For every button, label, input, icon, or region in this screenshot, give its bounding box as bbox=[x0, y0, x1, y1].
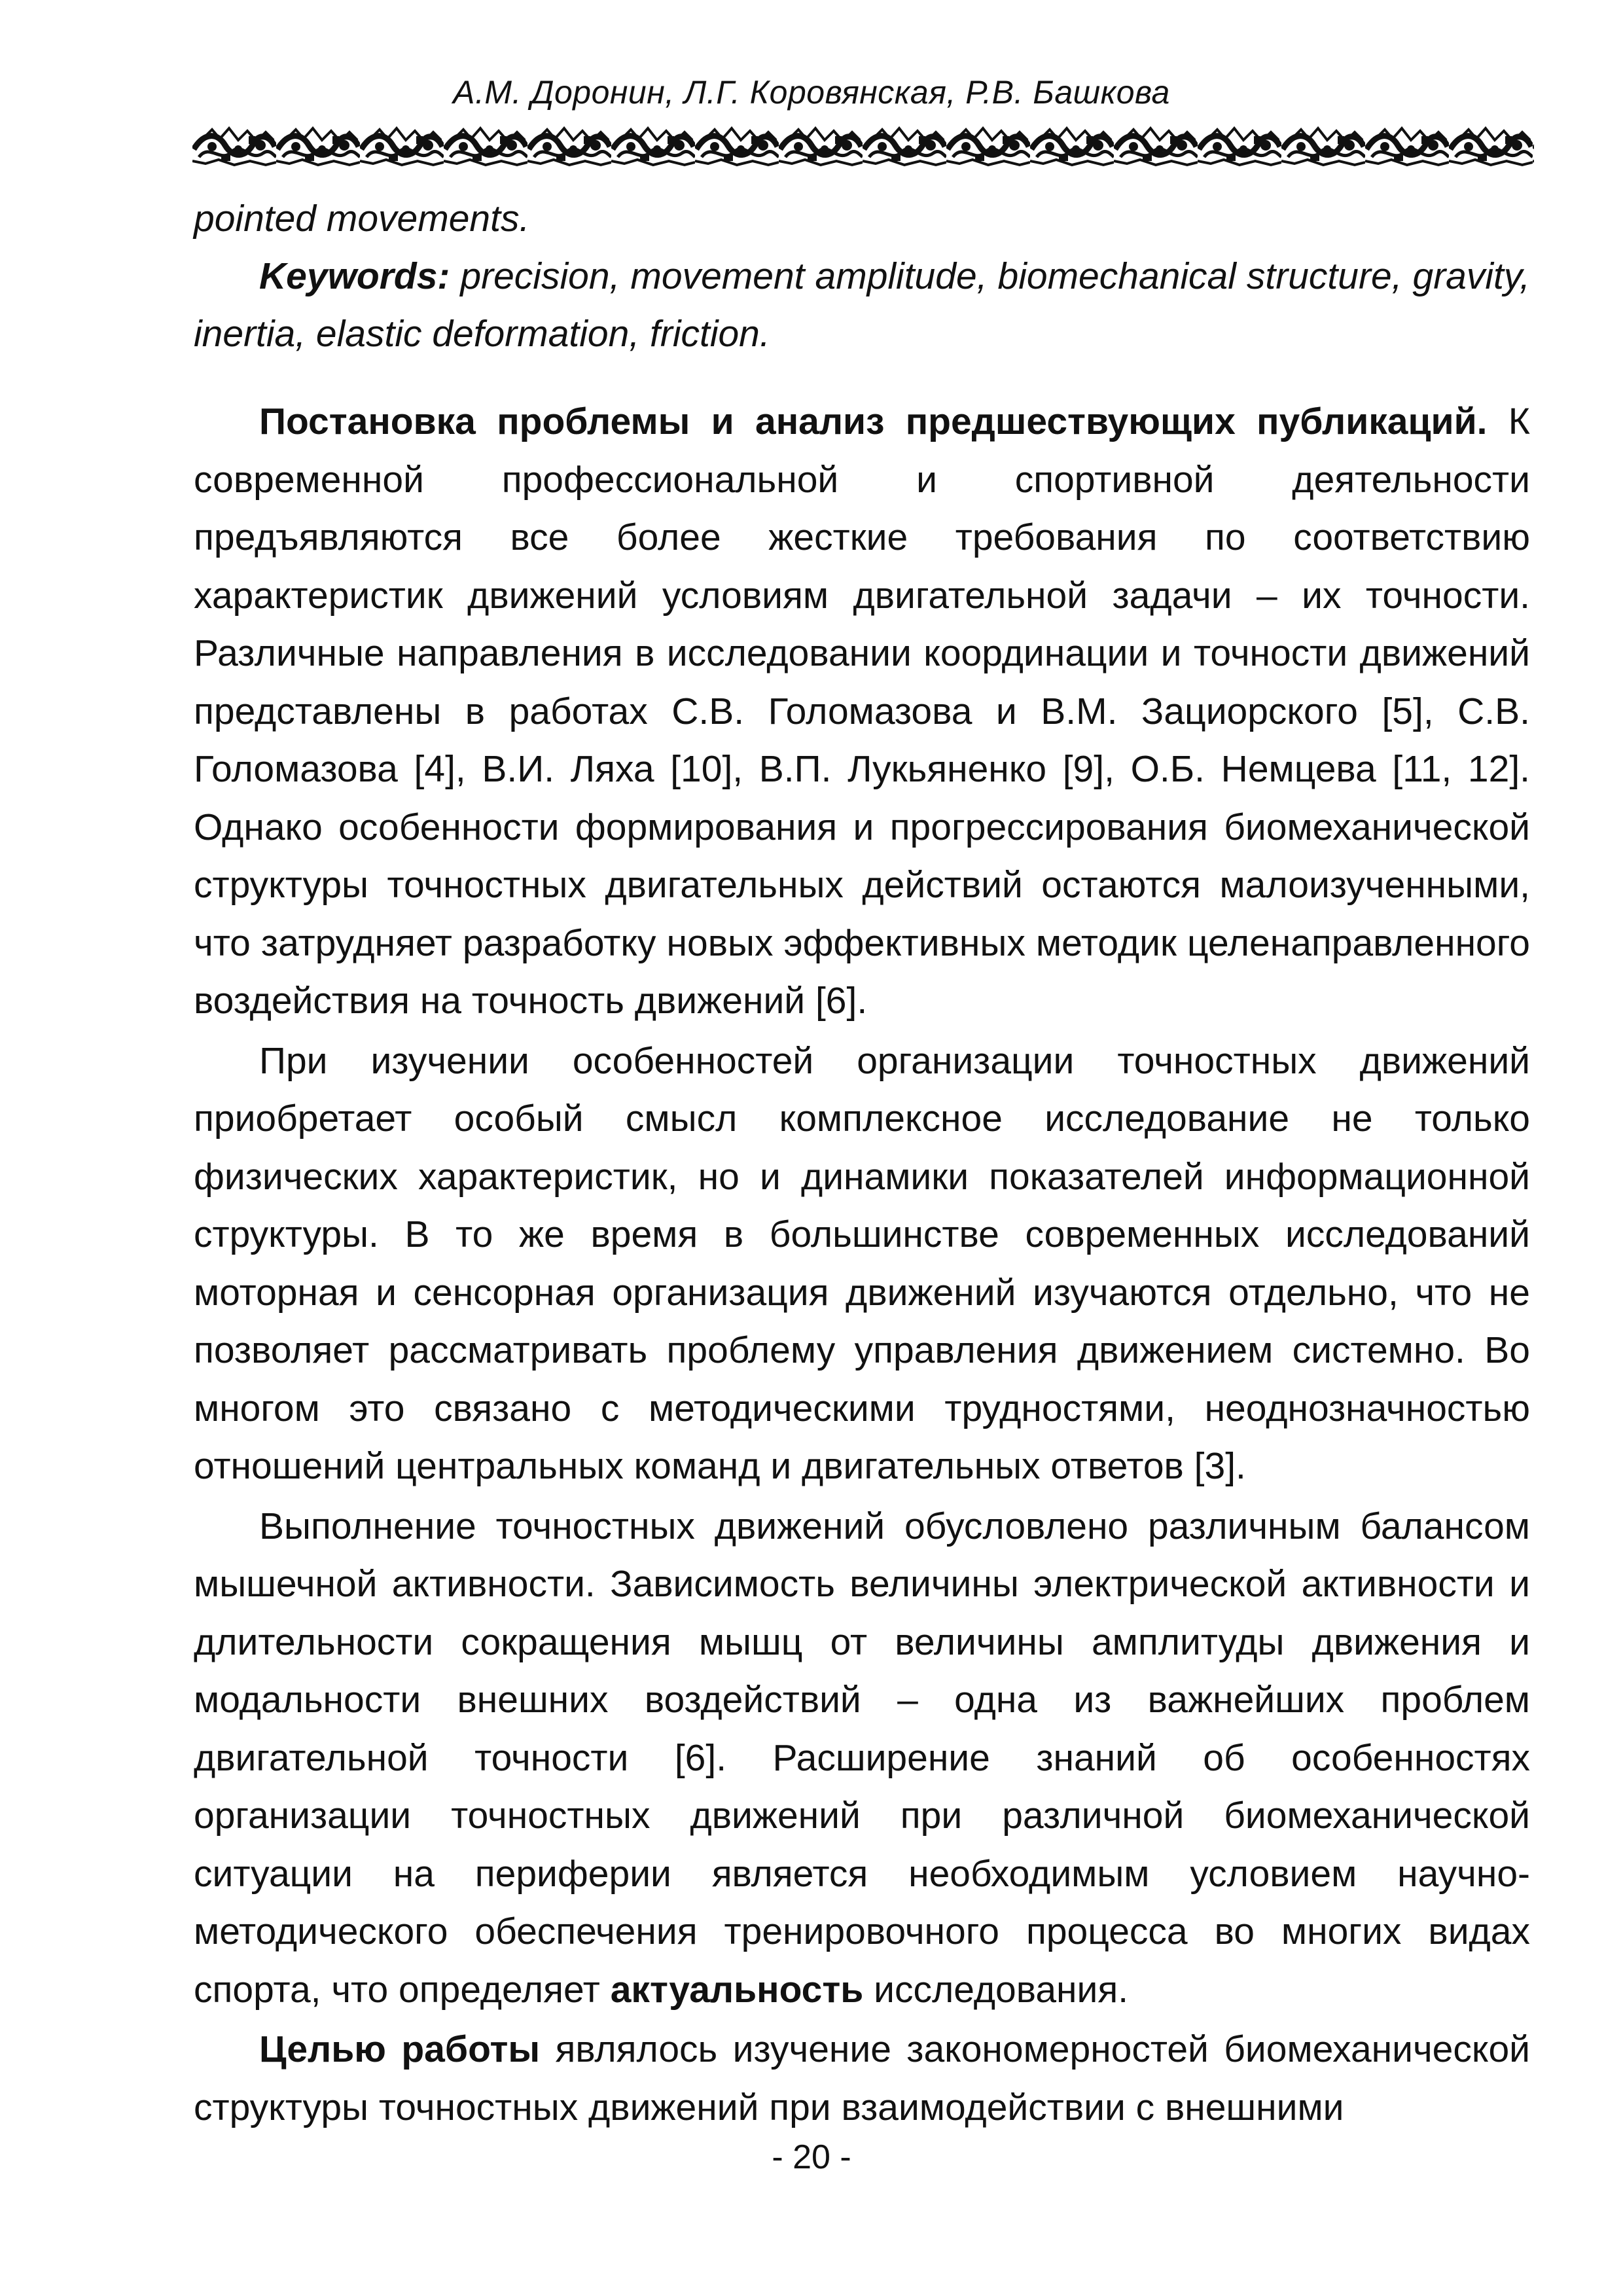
paragraph-2: При изучении особенностей организации точностных движений приобретает особый смысл комплексное исследование не только физических характеристик, но и динамики показателей информационной структуры. В то же время в большинстве современных исследований моторная и сенсорная организация движений изучаются отдельно, что не позволяет рассматривать проблему управления движением системно. Во многом это связано с методическими трудностями, неоднозначностью отношений центральных команд и двигательных ответов [3]. bbox=[194, 1039, 1530, 1487]
keywords-paragraph bbox=[194, 247, 1530, 363]
paragraph-4 bbox=[194, 2020, 1530, 2136]
keywords-block bbox=[194, 247, 1530, 363]
paragraph-problem-statement bbox=[194, 393, 1530, 1030]
abstract-tail-text: pointed movements. bbox=[194, 198, 530, 240]
aim-heading: Целью работы bbox=[259, 2028, 541, 2070]
keywords-text: precision, movement amplitude, biomechanical structure, gravity, inertia, elastic deformation, friction. bbox=[194, 255, 1530, 355]
keywords-label: Keywords: bbox=[259, 255, 450, 297]
decorative-ornament-band bbox=[192, 123, 1534, 169]
paragraph-1-text: К современной профессиональной и спортивной деятельности предъявляются все более жесткие требования по соответствию характеристик движений условиям двигательной задачи – их точности. Различные направления в исследовании координации и точности движений представлены в работах С.В. Голомазова и В.М. Зациорского [5], С.В. Голомазова [4], В.И. Ляха [10], В.П. Лукьяненко [9], О.Б. Немцева [11, 12]. Однако особенности формирования и прогрессирования биомеханической структуры точностных двигательных действий остаются малоизученными, что затрудняет разработку новых эффективных методик целенаправленного воздействия на точность движений [6]. bbox=[194, 401, 1531, 1022]
page-number: - 20 - bbox=[772, 2138, 851, 2176]
paragraph-3 bbox=[194, 1498, 1530, 2019]
article-body bbox=[194, 393, 1530, 2138]
relevance-term: актуальность bbox=[610, 1968, 864, 2011]
running-head-authors: А.М. Доронин, Л.Г. Коровянская, Р.В. Башкова bbox=[453, 74, 1170, 111]
paragraph-4-text: являлось изучение закономерностей биомеханической структуры точностных движений при взаимодействии с внешними bbox=[194, 2028, 1530, 2128]
paragraph-3-text: Выполнение точностных движений обусловлено различным балансом мышечной активности. Зависимость величины электрической активности и длительности сокращения мышц от величины амплитуды движения и модальности внешних воздействий – одна из важнейших проблем двигательной точности [6]. Расширение знаний об особенностях организации точностных движений при различной биомеханической ситуации на периферии является необходимым условием научно-методического обеспечения тренировочного процесса во многих видах спорта, что определяет bbox=[194, 1505, 1530, 2011]
section-heading-problem: Постановка проблемы и анализ предшествующих публикаций. bbox=[259, 401, 1488, 442]
abstract-tail bbox=[194, 190, 1530, 248]
paragraph-3-end: исследования. bbox=[863, 1968, 1129, 2011]
